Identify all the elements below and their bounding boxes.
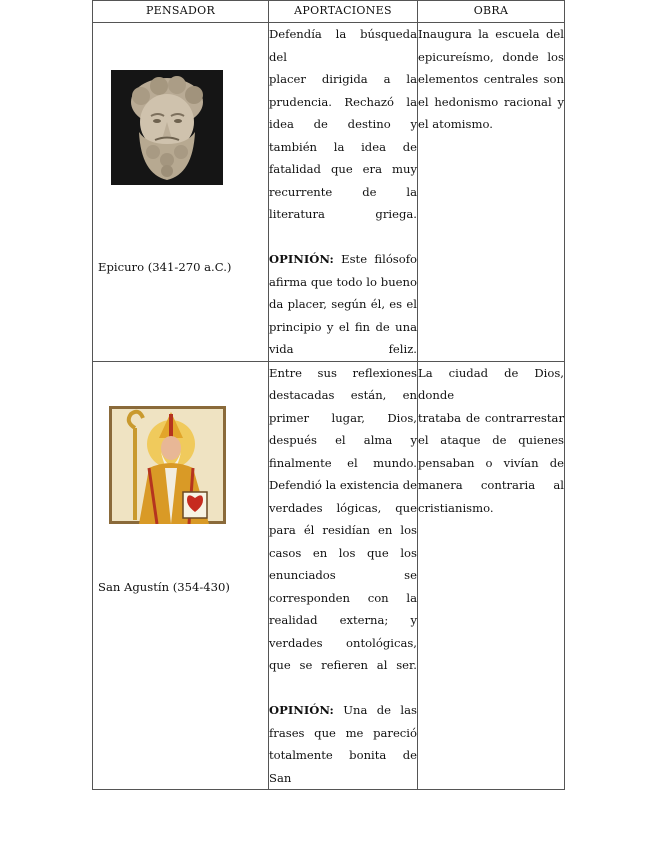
- text-line: recurrente de la: [269, 184, 417, 199]
- text-line: frases que me pareció: [269, 725, 417, 740]
- text-line: después el alma y: [269, 433, 417, 447]
- header-row: [93, 1, 565, 23]
- opinion-label: OPINIÓN:: [269, 703, 334, 717]
- text-line: también la idea de: [269, 139, 417, 154]
- text-line: La ciudad de Dios, donde: [418, 365, 564, 402]
- table-row: [93, 361, 565, 790]
- thinker-name: San Agustín (354-430): [98, 579, 230, 594]
- text-line: el ataque de quienes: [418, 433, 564, 447]
- text-line: Defendía la búsqueda del: [269, 27, 417, 64]
- text-line: para él residían en los: [269, 523, 417, 537]
- text-line: pensaban o vivían de: [418, 455, 564, 470]
- text-line: Defendió la existencia de: [269, 478, 418, 492]
- text-line: el atomismo.: [418, 117, 493, 131]
- opinion-text: Este filósofo: [341, 252, 417, 266]
- text-line: totalmente bonita de San: [269, 748, 417, 785]
- text-line: idea de destino y: [269, 117, 417, 131]
- text-line: Inaugura la escuela del: [418, 27, 564, 41]
- epicurus-bust-image: [111, 70, 223, 185]
- text-line: verdades lógicas, que: [269, 500, 417, 515]
- text-line: literatura griega.: [269, 207, 417, 221]
- text-line: principio y el fin de una: [269, 319, 417, 334]
- obra-cell: [418, 361, 565, 790]
- aportaciones-cell: [269, 361, 418, 790]
- text-line: placer dirigida a la: [269, 72, 417, 86]
- text-line: el hedonismo racional y: [418, 94, 564, 109]
- text-line: afirma que todo lo bueno: [269, 274, 417, 289]
- thinkers-table: [92, 0, 565, 790]
- text-line: cristianismo.: [418, 500, 494, 515]
- aportaciones-cell: [269, 23, 418, 362]
- text-line: realidad externa; y: [269, 613, 417, 627]
- opinion-text: Una de las: [343, 703, 417, 717]
- opinion-label: OPINIÓN:: [269, 252, 334, 266]
- thinker-name: Epicuro (341-270 a.C.): [98, 260, 232, 274]
- text-line: fatalidad que era muy: [269, 162, 417, 176]
- pensador-cell: [93, 361, 269, 790]
- text-line: trataba de contrarrestar: [418, 410, 564, 425]
- opinion-line: [269, 699, 417, 722]
- text-line: manera contraria al: [418, 478, 564, 492]
- header-pensador: PENSADOR: [93, 1, 269, 23]
- text-line: que se refieren al ser.: [269, 658, 417, 672]
- augustine-painting-image: [109, 406, 226, 524]
- header-aportaciones: APORTACIONES: [269, 1, 418, 23]
- text-line: verdades ontológicas,: [269, 635, 417, 650]
- text-line: elementos centrales son: [418, 72, 564, 86]
- opinion-line: [269, 248, 417, 271]
- text-line: corresponden con la: [269, 590, 417, 605]
- text-line: epicureísmo, donde los: [418, 49, 564, 64]
- text-line: casos en los que los: [269, 545, 417, 560]
- header-obra: OBRA: [418, 1, 565, 23]
- text-line: primer lugar, Dios,: [269, 410, 417, 425]
- obra-cell: [418, 23, 565, 362]
- text-line: enunciados se: [269, 568, 417, 582]
- pensador-cell: [93, 23, 269, 362]
- text-line: finalmente el mundo.: [269, 455, 417, 470]
- text-line: destacadas están, en: [269, 388, 417, 402]
- text-line: prudencia. Rechazó la: [269, 94, 417, 109]
- text-line: vida feliz.: [269, 342, 417, 356]
- table-row: [93, 23, 565, 362]
- text-line: Entre sus reflexiones: [269, 365, 417, 380]
- text-line: da placer, según él, es el: [269, 297, 417, 311]
